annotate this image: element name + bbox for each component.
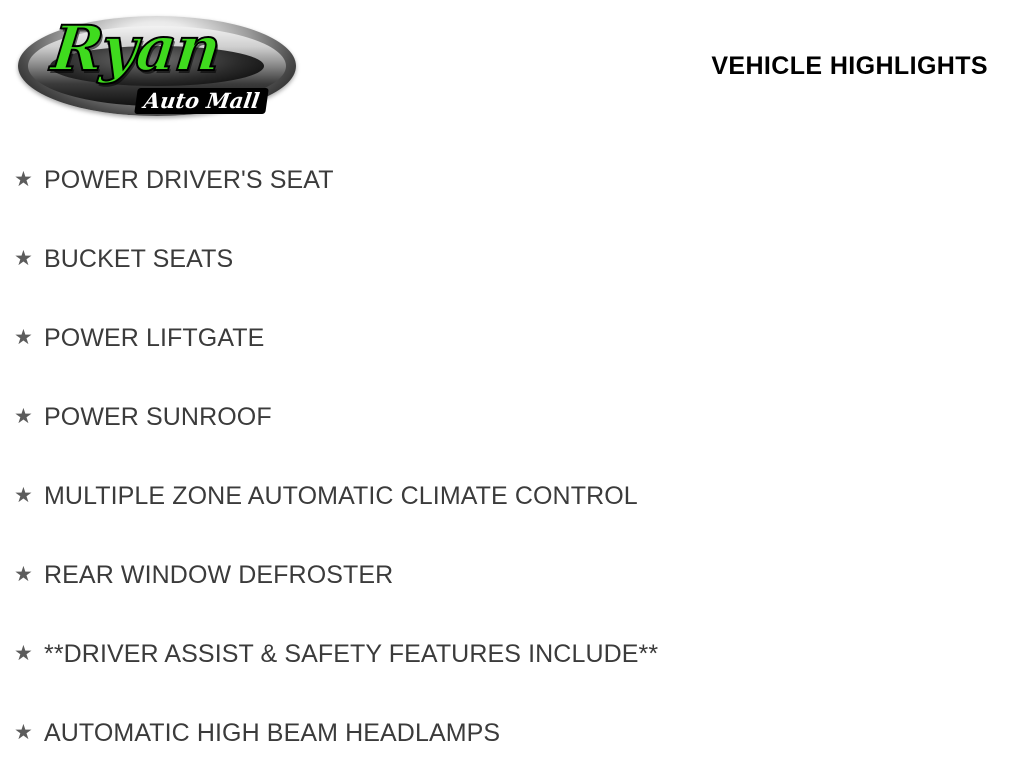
vehicle-highlights-list — [0, 140, 1024, 772]
list-item — [0, 456, 1024, 535]
list-item — [0, 140, 1024, 219]
list-item-label: BUCKET SEATS — [44, 244, 234, 273]
list-item — [0, 614, 1024, 693]
logo-sub-text: Auto Mall — [134, 88, 269, 114]
star-icon: ★ — [14, 642, 33, 665]
list-item-label: **DRIVER ASSIST & SAFETY FEATURES INCLUDE** — [44, 639, 659, 668]
list-item-label: POWER DRIVER'S SEAT — [44, 165, 334, 194]
list-item — [0, 219, 1024, 298]
list-item — [0, 298, 1024, 377]
list-item — [0, 693, 1024, 772]
logo-brand-text: Ryan — [48, 12, 224, 85]
star-icon: ★ — [14, 721, 33, 744]
page-header — [0, 0, 1024, 130]
list-item — [0, 377, 1024, 456]
list-item-label: POWER LIFTGATE — [44, 323, 265, 352]
star-icon: ★ — [14, 484, 33, 507]
list-item-label: AUTOMATIC HIGH BEAM HEADLAMPS — [44, 718, 501, 747]
star-icon: ★ — [14, 247, 33, 270]
star-icon: ★ — [14, 168, 33, 191]
page-title: VEHICLE HIGHLIGHTS — [711, 52, 988, 80]
list-item — [0, 535, 1024, 614]
star-icon: ★ — [14, 326, 33, 349]
list-item-label: MULTIPLE ZONE AUTOMATIC CLIMATE CONTROL — [44, 481, 638, 510]
star-icon: ★ — [14, 405, 33, 428]
dealer-logo — [18, 10, 298, 122]
list-item-label: POWER SUNROOF — [44, 402, 272, 431]
list-item-label: REAR WINDOW DEFROSTER — [44, 560, 394, 589]
star-icon: ★ — [14, 563, 33, 586]
